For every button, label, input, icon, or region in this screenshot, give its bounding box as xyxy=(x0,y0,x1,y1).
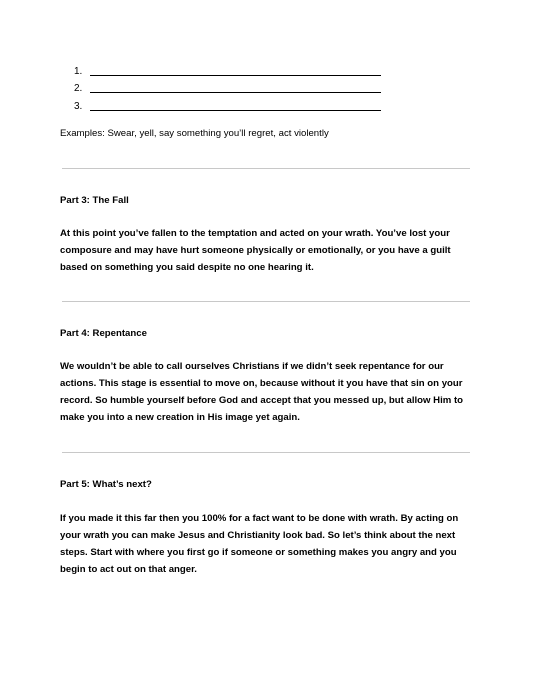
blank-answer-line xyxy=(90,82,381,93)
part5-heading: Part 5: What’s next? xyxy=(60,479,152,490)
list-item xyxy=(74,95,381,113)
section-divider xyxy=(62,301,470,302)
part3-body: At this point you’ve fallen to the temptation and acted on your wrath. You’ve lost your composure and may have hurt someone physically or emotionally, or you have a guilt based on something you said despite no one hearing it. xyxy=(60,228,451,273)
blank-answer-list xyxy=(74,60,381,113)
examples-text: Examples: Swear, yell, say something you’ll regret, act violently xyxy=(60,128,329,139)
list-item xyxy=(74,60,381,78)
list-number: 1. xyxy=(74,65,83,77)
part3-heading: Part 3: The Fall xyxy=(60,195,129,206)
part4-heading: Part 4: Repentance xyxy=(60,328,147,339)
list-item xyxy=(74,78,381,96)
part4-body: We wouldn’t be able to call ourselves Christians if we didn’t seek repentance for our actions. This stage is essential to move on, because without it you have that sin on your record. So humble yourself before God and accept that you messed up, but allow Him to make you into a new creation in His image yet again. xyxy=(60,361,463,423)
blank-answer-line xyxy=(90,65,381,76)
list-number: 2. xyxy=(74,83,83,94)
section-divider xyxy=(62,452,470,453)
blank-answer-line xyxy=(90,100,381,111)
list-number: 3. xyxy=(74,100,83,112)
part5-body: If you made it this far then you 100% for a fact want to be done with wrath. By acting on your wrath you can make Jesus and Christianity look bad. So let’s think about the next steps. Start with where you first go if someone or something makes you angry and you begin to act out on that anger. xyxy=(60,513,459,575)
section-divider xyxy=(62,168,470,169)
